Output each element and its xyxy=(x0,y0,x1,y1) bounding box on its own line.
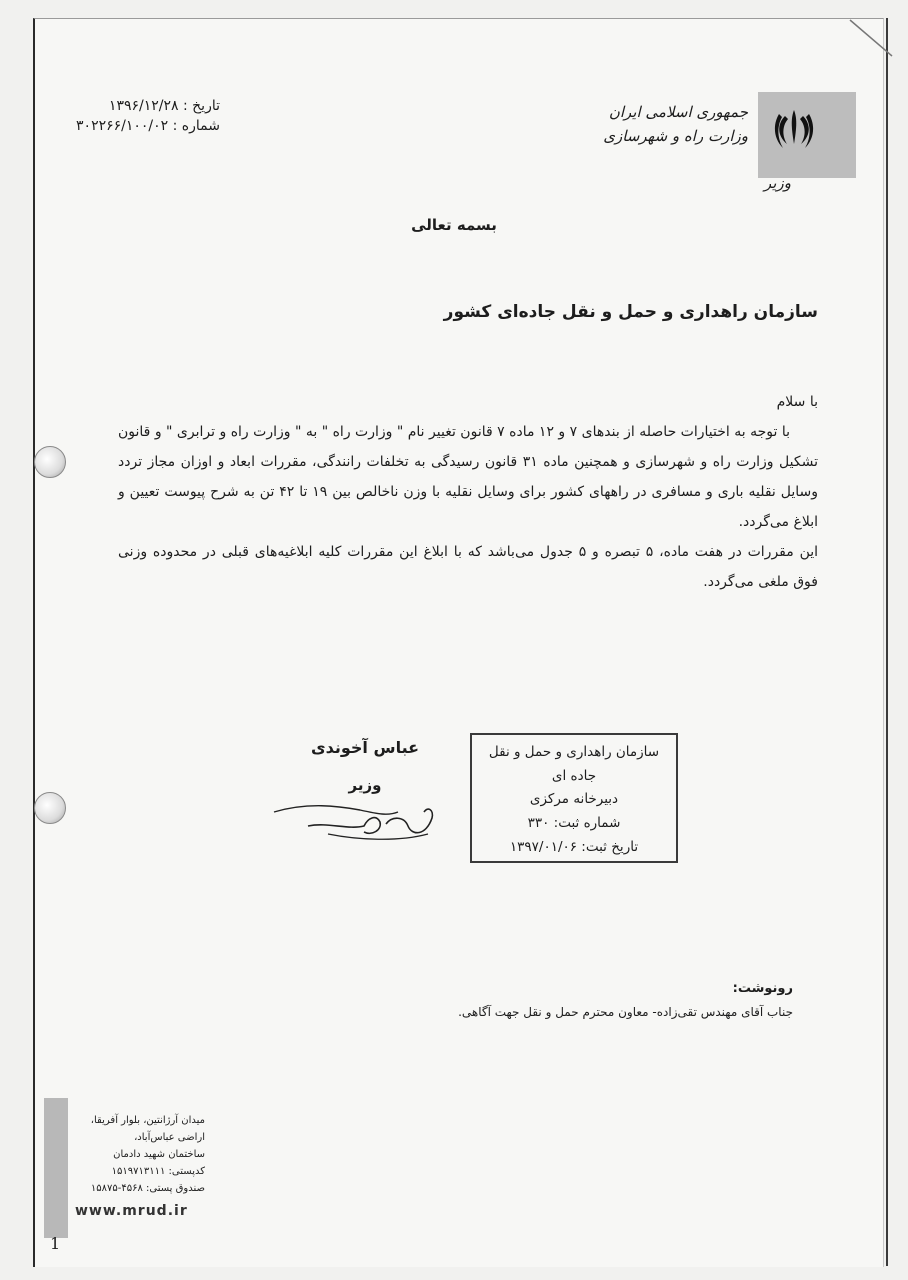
body-paragraph-2: این مقررات در هفت ماده، ۵ تبصره و ۵ جدول می‌باشد که با ابلاغ این مقررات کلیه ابلاغیه‌های قبلی در محدوده وزنی فوق ملغی می‌گردد. xyxy=(118,543,819,590)
letter-meta xyxy=(60,96,220,137)
page-mark: 1 xyxy=(50,1234,61,1253)
website-url: www.mrud.ir xyxy=(75,1203,188,1219)
page-edge xyxy=(886,18,888,1266)
address-line: میدان آرژانتین، بلوار آفریقا، xyxy=(90,1115,205,1126)
ministry-header xyxy=(603,100,748,148)
stamp-org: سازمان راهداری و حمل و نقل جاده ای xyxy=(488,744,660,784)
punch-hole xyxy=(34,446,66,478)
address-line: اراضی عباس‌آباد، xyxy=(134,1132,205,1143)
footer-bar xyxy=(44,1098,68,1238)
po-box: صندوق پستی: ۴۵۶۸-۱۵۸۷۵ xyxy=(90,1183,205,1194)
cc-recipient: جناب آقای مهندس تقی‌زاده- معاون محترم حمل و نقل جهت آگاهی. xyxy=(458,1005,793,1019)
folded-corner-icon xyxy=(848,18,894,58)
stamp-reg-date: تاریخ ثبت: ۱۳۹۷/۰۱/۰۶ xyxy=(509,838,639,855)
greeting: با سلام xyxy=(776,394,818,410)
cc-heading: رونوشت: xyxy=(732,981,793,996)
letter-date: تاریخ : ۱۳۹۶/۱۲/۲۸ xyxy=(108,98,220,114)
letter-page xyxy=(33,18,884,1267)
iran-emblem-icon xyxy=(769,104,819,154)
letter-number: شماره : ۳۰۲۲۶۶/۱۰۰/۰۲ xyxy=(76,118,220,135)
signer-title: وزیر xyxy=(348,776,382,794)
ministry-line: وزارت راه و شهرسازی xyxy=(603,127,748,145)
postal-code: کدپستی: ۱۵۱۹۷۱۳۱۱۱ xyxy=(111,1166,205,1177)
recipient: سازمان راهداری و حمل و نقل جاده‌ای کشور xyxy=(443,302,818,322)
republic-line: جمهوری اسلامی ایران xyxy=(608,103,748,121)
address-line: ساختمان شهید دادمان xyxy=(113,1149,205,1160)
footer-address xyxy=(75,1112,205,1197)
signature-icon xyxy=(268,796,440,846)
registry-stamp xyxy=(470,733,678,863)
body-paragraph-1: با توجه به اختیارات حاصله از بندهای ۷ و ۱۲ ماده ۷ قانون تغییر نام " وزارت راه " به " وزارت راه و ترابری " و قانون تشکیل وزارت راه و شهرسازی و همچنین ماده ۳۱ قانون رسیدگی به تخلفات رانندگی، مقررات ابعاد و اوزان مجاز تردد وسایل نقلیه باری و مسافری در راههای کشور برای وسایل نقلیه با وزن ناخالص بین ۱۹ تا ۴۲ تن به شرح پیوست تعیین و ابلاغ می‌گردد. xyxy=(118,423,818,530)
stamp-reg-number: شماره ثبت: ۳۳۰ xyxy=(527,814,621,831)
bismillah: بسمه تعالی xyxy=(411,216,497,234)
punch-hole xyxy=(34,792,66,824)
minister-tag: وزیر xyxy=(764,174,791,192)
letter-body xyxy=(118,388,818,598)
signer-name: عباس آخوندی xyxy=(310,738,420,757)
stamp-office: دبیرخانه مرکزی xyxy=(529,791,619,808)
